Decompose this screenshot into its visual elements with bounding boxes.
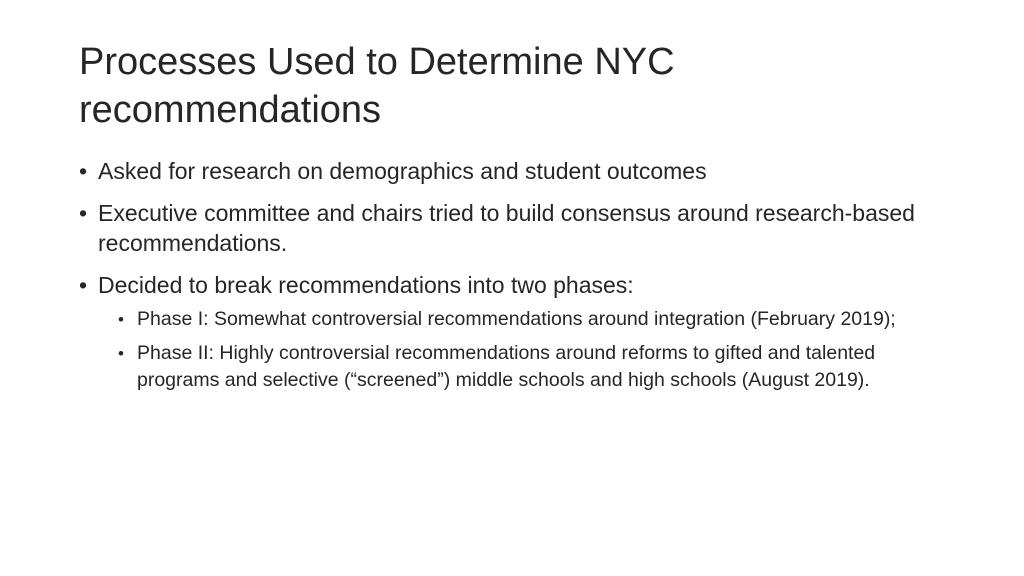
bullet-item-research	[79, 156, 959, 186]
bullet-list	[79, 156, 959, 406]
sub-bullet-icon: •	[118, 344, 124, 363]
sub-bullet-text: Phase II: Highly controversial recommendations around reforms to gifted and talented programs and selective (“screened”) middle schools and high schools (August 2019).	[137, 342, 876, 391]
bullet-text: Decided to break recommendations into two phases:	[98, 272, 634, 298]
bullet-icon: •	[79, 200, 88, 226]
sub-bullet-phase-2	[118, 340, 959, 394]
bullet-item-phases	[79, 270, 959, 394]
bullet-icon: •	[79, 272, 88, 298]
bullet-icon: •	[79, 158, 88, 184]
sub-bullet-list	[98, 306, 959, 394]
bullet-item-consensus	[79, 198, 959, 258]
bullet-text: Executive committee and chairs tried to build consensus around research-based recommendations.	[98, 200, 915, 256]
slide-title: Processes Used to Determine NYC recommendations	[79, 41, 675, 131]
sub-bullet-text: Phase I: Somewhat controversial recommendations around integration (February 2019);	[137, 308, 896, 330]
sub-bullet-phase-1	[118, 306, 959, 333]
bullet-text: Asked for research on demographics and student outcomes	[98, 158, 707, 184]
sub-bullet-icon: •	[118, 310, 124, 329]
